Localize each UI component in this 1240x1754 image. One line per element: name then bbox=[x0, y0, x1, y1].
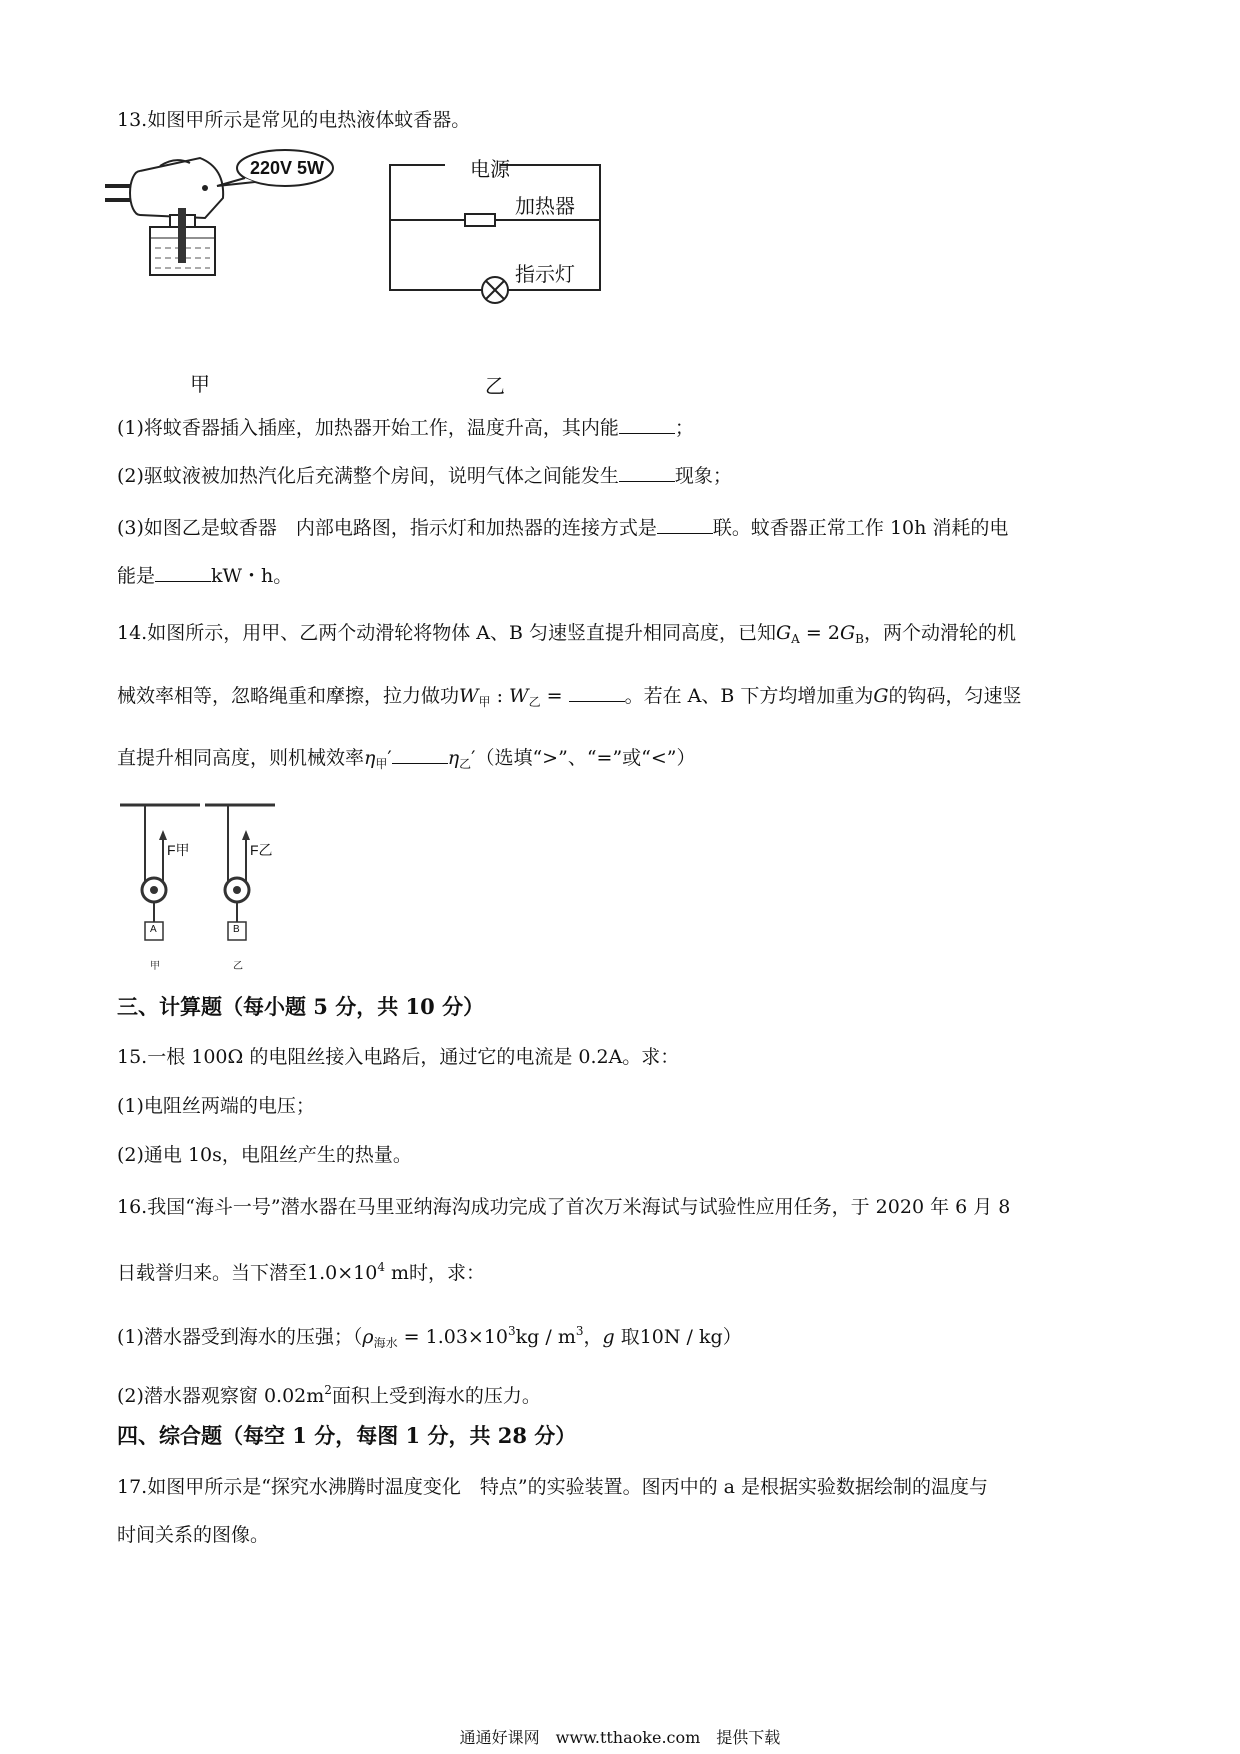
answer-blank[interactable] bbox=[569, 683, 625, 702]
circuit-lamp-label: 指示灯 bbox=[515, 262, 575, 286]
answer-blank[interactable] bbox=[619, 463, 675, 482]
page-footer: 通通好课网 www.tthaoke.com 提供下载 bbox=[459, 1728, 781, 1747]
rating-label: 220V 5W bbox=[250, 158, 325, 178]
q15-line1: 15.一根 100Ω 的电阻丝接入电路后，通过它的电流是 0.2A。求： bbox=[117, 1046, 680, 1068]
answer-blank[interactable] bbox=[657, 515, 713, 534]
q14-line2: 械效率相等，忽略绳重和摩擦，拉力做功$W_甲$ : $W_乙$ = 。若在 A、B 下方均增加重为G的钩码，匀速竖 bbox=[117, 685, 1022, 709]
block-a-label: A bbox=[150, 924, 157, 935]
pulley-force-jia: F甲 bbox=[167, 842, 190, 858]
q16-line1: 16.我国“海斗一号”潜水器在马里亚纳海沟成功完成了首次万米海试与试验性应用任务，于 2020 年 6 月 8 bbox=[117, 1196, 1011, 1218]
figure-caption-jia: 甲 bbox=[190, 372, 210, 396]
pulley-caption-jia: 甲 bbox=[150, 961, 160, 972]
q16-line2: 日载誉归来。当下潜至$1.0\times 10^4$ m时，求： bbox=[117, 1260, 486, 1284]
q16-part2: (2)潜水器观察窗 $0.02m^2$面积上受到海水的压力。 bbox=[117, 1383, 541, 1407]
circuit-source-label: 电源 bbox=[470, 157, 510, 181]
pulley-caption-yi: 乙 bbox=[233, 961, 243, 972]
q17-line1: 17.如图甲所示是“探究水沸腾时温度变化 特点”的实验装置。图丙中的 a 是根据实验数据绘制的温度与 bbox=[117, 1476, 989, 1498]
q16-part1: (1)潜水器受到海水的压强；（$\rho_{海水} = 1.03\times 10^3kg / m^3$，g 取10N / kg） bbox=[117, 1324, 742, 1350]
q13-part3: (3)如图乙是蚊香器 内部电路图，指示灯和加热器的连接方式是 联。蚊香器正常工作 10h 消耗的电 bbox=[117, 517, 1009, 539]
q17-line2: 时间关系的图像。 bbox=[117, 1524, 270, 1546]
circuit-heater-label: 加热器 bbox=[515, 194, 575, 218]
q13-title: 13.如图甲所示是常见的电热液体蚊香器。 bbox=[117, 109, 471, 131]
answer-blank[interactable] bbox=[392, 745, 448, 764]
section-3-heading: 三、计算题（每小题 5 分，共 10 分） bbox=[117, 994, 485, 1019]
answer-blank[interactable] bbox=[619, 415, 675, 434]
q15-part1: (1)电阻丝两端的电压； bbox=[117, 1095, 315, 1117]
pulley-force-yi: F乙 bbox=[250, 842, 273, 858]
block-b-label: B bbox=[233, 924, 240, 935]
pulley-figure bbox=[115, 800, 285, 975]
q14-line1: 14.如图所示，用甲、乙两个动滑轮将物体 A、B 匀速竖直提升相同高度，已知$G_A = 2G_B$，两个动滑轮的机 bbox=[117, 622, 1016, 646]
q13-part1: (1)将蚊香器插入插座，加热器开始工作，温度升高，其内能 ； bbox=[117, 417, 694, 439]
section-4-heading: 四、综合题（每空 1 分，每图 1 分，共 28 分） bbox=[117, 1423, 577, 1448]
figure-caption-yi: 乙 bbox=[485, 374, 505, 398]
q14-line3: 直提升相同高度，则机械效率$\eta_甲'$ $\eta_乙'$（选填“>”、“=”或“<”） bbox=[117, 747, 696, 771]
q13-part3-cont: 能是 kW・h。 bbox=[117, 565, 293, 587]
q15-part2: (2)通电 10s，电阻丝产生的热量。 bbox=[117, 1144, 412, 1166]
answer-blank[interactable] bbox=[155, 563, 211, 582]
q13-part2: (2)驱蚊液被加热汽化后充满整个房间，说明气体之间能发生 现象； bbox=[117, 465, 732, 487]
